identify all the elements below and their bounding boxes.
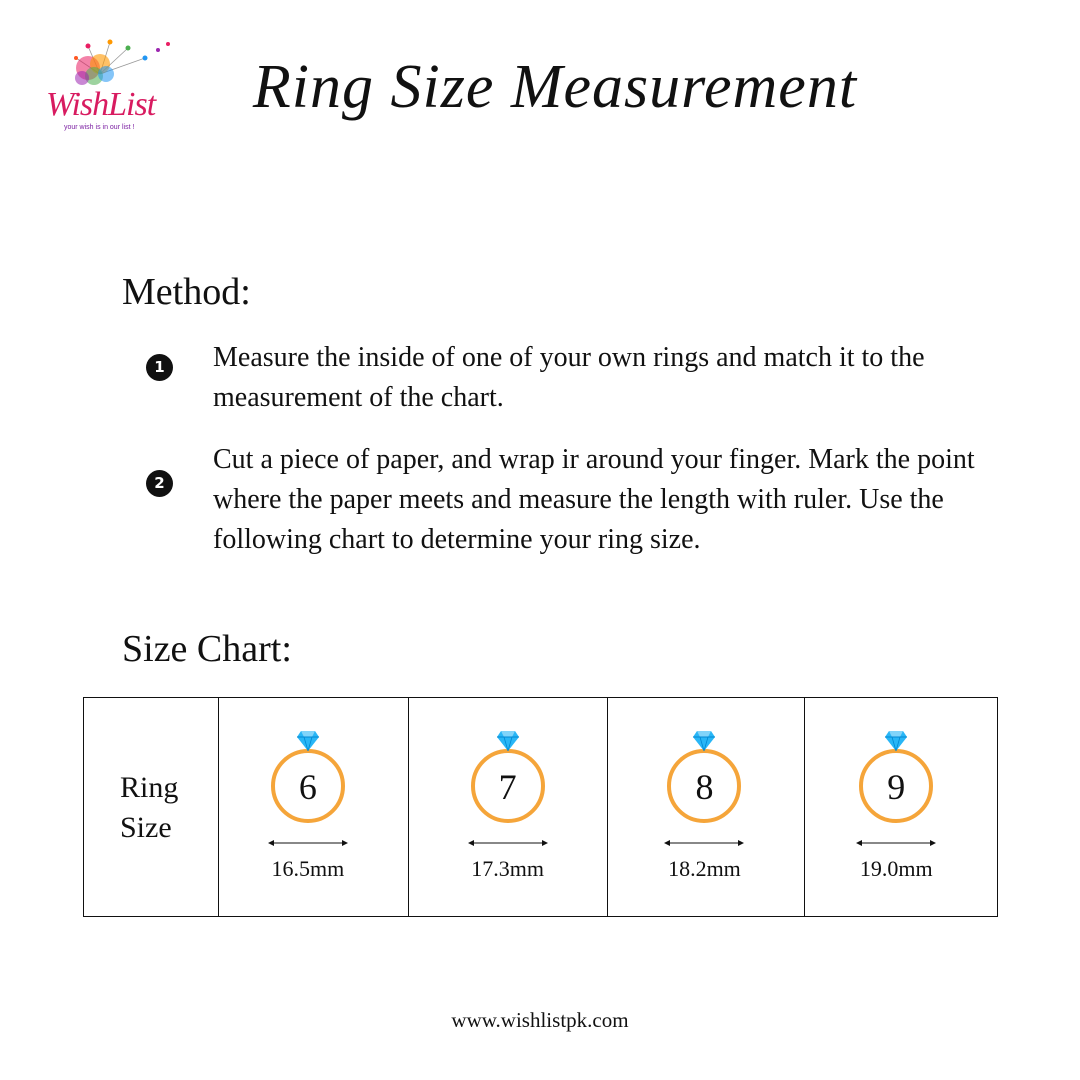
- page-title: Ring Size Measurement: [252, 53, 858, 121]
- double-arrow-icon: [856, 838, 936, 848]
- step-number-badge: 1: [146, 354, 173, 381]
- ring-size-value: 6: [298, 767, 317, 807]
- double-arrow-icon: [468, 838, 548, 848]
- row-label: [120, 768, 200, 848]
- step-number-badge: 2: [146, 470, 173, 497]
- size-cell: [219, 698, 409, 916]
- ring-size-value: 9: [887, 767, 906, 807]
- ring-size-value: 8: [695, 767, 714, 807]
- step-text: Measure the inside of one of your own rings and match it to the measurement of the chart.: [213, 342, 925, 413]
- ring-graphic: [468, 728, 548, 888]
- method-heading: Method:: [122, 271, 251, 313]
- diamond-icon: [496, 730, 520, 752]
- diamond-icon: [692, 730, 716, 752]
- size-chart-heading: Size Chart:: [122, 628, 292, 670]
- size-chart-table: [83, 697, 998, 917]
- ring-graphic: [268, 728, 348, 888]
- ring-graphic: [664, 728, 744, 888]
- row-label-line: Ring: [120, 771, 179, 804]
- ring-measurement: 19.0mm: [859, 856, 933, 881]
- ring-graphic: [856, 728, 936, 888]
- row-label-line: Size: [120, 811, 172, 844]
- logo-wordmark: WishList: [46, 86, 156, 123]
- ring-size-value: 7: [498, 767, 517, 807]
- size-cell: [409, 698, 609, 916]
- double-arrow-icon: [664, 838, 744, 848]
- footer-url[interactable]: www.wishlistpk.com: [451, 1008, 629, 1032]
- ring-measurement: 17.3mm: [471, 856, 545, 881]
- logo-tagline: your wish is in our list !: [64, 124, 135, 131]
- ring-measurement: 16.5mm: [271, 856, 345, 881]
- diamond-icon: [296, 730, 320, 752]
- row-label-cell: [84, 698, 219, 916]
- ring-measurement: 18.2mm: [668, 856, 741, 881]
- size-cell: [805, 698, 997, 916]
- diamond-icon: [884, 730, 908, 752]
- step-text: Cut a piece of paper, and wrap ir around your finger. Mark the point where the paper meets and measure the length with ruler. Use the following chart to determine your ring size.: [213, 444, 975, 555]
- size-cell: [608, 698, 805, 916]
- double-arrow-icon: [268, 838, 348, 848]
